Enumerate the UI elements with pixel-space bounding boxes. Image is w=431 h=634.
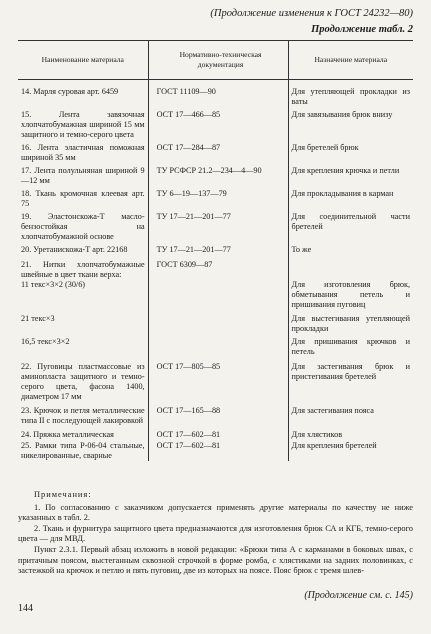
page-number: 144 [18, 603, 33, 614]
cell-purpose: Для застегивания брюк и пристегивания бретелей [288, 362, 413, 406]
cell-material: 16. Лента эластичная поможная шириной 35 мм [21, 143, 145, 162]
table-row [18, 166, 413, 189]
cell-material: 21. Нитки хлопчатобумажные швейные в цвет ткани верха: [21, 260, 145, 279]
table-row [18, 430, 413, 441]
cell-documentation: ТУ РСФСР 21.2—234—4—90 [148, 166, 288, 189]
cell-purpose: Для выстегивания утепляющей прокладки [288, 314, 413, 337]
cell-material: 17. Лента полульняная шириной 9—12 мм [21, 166, 145, 185]
cell-material: 11 текс×3×2 (30/6) [21, 280, 86, 289]
cell-purpose: Для бретелей брюк [288, 143, 413, 166]
table-row [18, 80, 413, 111]
table-body [18, 80, 413, 462]
cell-material: 25. Рамки типа Р-06-04 стальные, никелированные, сварные [21, 441, 145, 460]
cell-documentation: ТУ 17—21—201—77 [148, 212, 288, 245]
cell-purpose: Для хлястиков [288, 430, 413, 441]
cell-documentation [148, 280, 288, 314]
table-row [18, 441, 413, 461]
cell-purpose: Для пришивания крючков и петель [288, 337, 413, 362]
cell-purpose [288, 260, 413, 280]
table-row [18, 314, 413, 337]
cell-documentation: ОСТ 17—284—87 [148, 143, 288, 166]
table-row [18, 143, 413, 166]
cell-purpose: То же [288, 245, 413, 260]
cell-purpose: Для утепляющей прокладки из ваты [288, 80, 413, 111]
cell-documentation: ОСТ 17—602—81 [148, 441, 288, 461]
cell-purpose: Для крепления крючка и петли [288, 166, 413, 189]
cell-documentation: ОСТ 17—466—85 [148, 110, 288, 143]
table-row [18, 260, 413, 280]
table-continuation-label: Продолжение табл. 2 [311, 24, 413, 35]
cell-documentation: ОСТ 17—165—88 [148, 406, 288, 430]
cell-documentation: ОСТ 17—805—85 [148, 362, 288, 406]
cell-purpose: Для соединительной части бретелей [288, 212, 413, 245]
cell-material: 21 текс×3 [21, 314, 55, 323]
cell-material: 18. Ткань кромочная клеевая арт. 75 [21, 189, 145, 208]
table-row [18, 280, 413, 314]
cell-documentation: ОСТ 17—602—81 [148, 430, 288, 441]
cell-material: 14. Марля суровая арт. 6459 [21, 87, 119, 96]
table-row [18, 110, 413, 143]
cell-purpose: Для застегивания пояса [288, 406, 413, 430]
notes-heading: Примечания: [34, 490, 92, 499]
cell-material: 19. Эластонскожа-Т масло-бензостойкая на хлопчатобумажной основе [21, 212, 145, 241]
note-1: 1. По согласованию с заказчиком допускается применять другие материалы по качеству не ниже указанных в табл. 2. [18, 502, 413, 523]
note-2: 2. Ткань и фурнитура защитного цвета предназначаются для изготовления брюк СА и КГБ, темно-серого цвета — для МВД. [18, 523, 413, 544]
cell-material: 20. Уретанискожа-Т арт. 22168 [21, 245, 128, 254]
cell-material: 15. Лента завязочная хлопчатобумажная шириной 15 мм защитного и темно-серого цвета [21, 110, 145, 139]
table-row [18, 406, 413, 430]
table-row [18, 189, 413, 212]
paragraph-2-3-1: Пункт 2.3.1. Первый абзац изложить в новой редакции: «Брюки типа А с карманами в боковых швах, с притачным поясом, выстеганным сквозной строчкой в форме ромба, с хлястиками на задних половинках, с застежкой на крючок и петлю и пять пуговиц, две из которых на поясе. Пояс брюк с тремя шлев- [18, 544, 413, 576]
cell-purpose: Для изготовления брюк, обметывания петель и пришивания пуговиц [288, 280, 413, 314]
cell-purpose: Для крепления бретелей [288, 441, 413, 461]
cell-documentation: ГОСТ 6309—87 [148, 260, 288, 280]
cell-documentation [148, 337, 288, 362]
continuation-footer: (Продолжение см. с. 145) [304, 590, 413, 601]
continuation-header: (Продолжение изменения к ГОСТ 24232—80) [210, 8, 413, 19]
table-row [18, 212, 413, 245]
table-row [18, 362, 413, 406]
table-header-row [18, 41, 413, 80]
cell-purpose: Для завязывания брюк внизу [288, 110, 413, 143]
cell-material: 24. Пряжка металлическая [21, 430, 114, 439]
cell-purpose: Для прокладывания в карман [288, 189, 413, 212]
materials-table [18, 40, 413, 461]
column-header-purpose: Назначение материала [288, 41, 413, 80]
cell-documentation: ГОСТ 11109—90 [148, 80, 288, 111]
table-row [18, 337, 413, 362]
cell-documentation: ТУ 6—19—137—79 [148, 189, 288, 212]
table-row [18, 245, 413, 260]
cell-documentation: ТУ 17—21—201—77 [148, 245, 288, 260]
cell-material: 23. Крючок и петля металлические типа II с последующей лакировкой [21, 406, 145, 425]
column-header-material: Наименование материала [18, 41, 148, 80]
cell-documentation [148, 314, 288, 337]
cell-material: 16,5 текс×3×2 [21, 337, 70, 346]
notes-section [18, 490, 413, 577]
cell-material: 22. Пуговицы пластмассовые из аминопласта защитного и темно-серого цвета, фасона 1400, диаметром 17 мм [21, 362, 145, 401]
column-header-documentation: Нормативно-техническая документация [148, 41, 288, 80]
